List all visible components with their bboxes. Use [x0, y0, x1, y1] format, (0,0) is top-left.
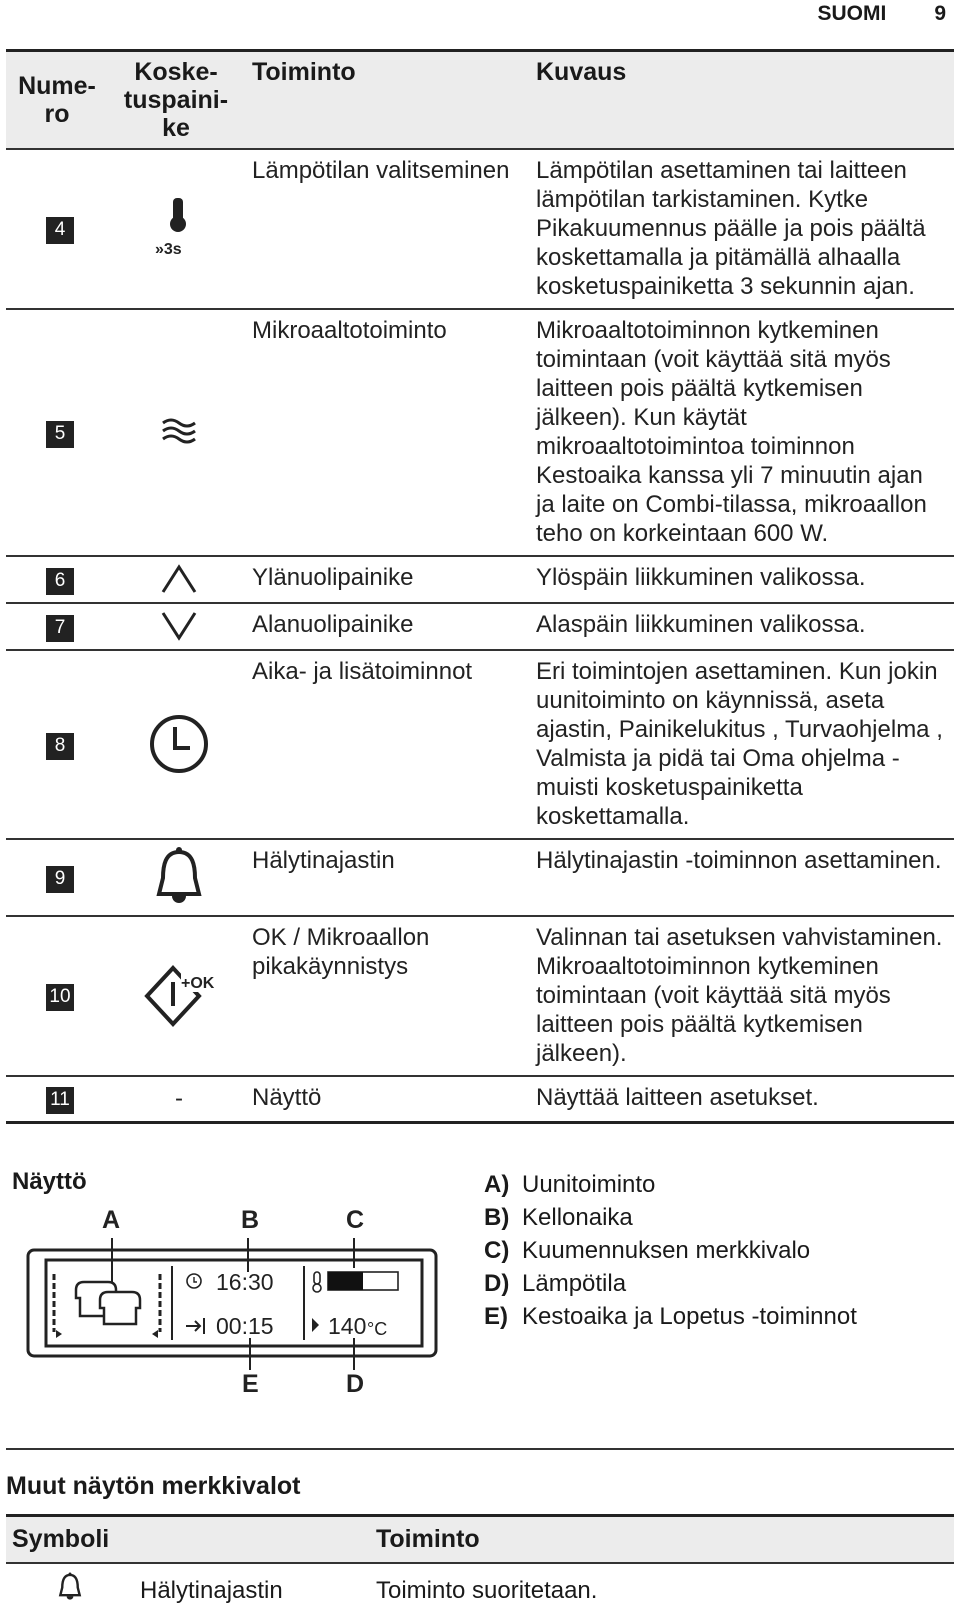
no-icon-dash: -: [175, 1085, 183, 1112]
number-badge: 6: [46, 568, 74, 595]
legend-label: Uunitoiminto: [522, 1171, 656, 1198]
duration-time-text: 00:15: [216, 1313, 274, 1339]
table-row: [6, 149, 954, 309]
legend-key: B): [484, 1204, 510, 1231]
legend-label: Lämpötila: [522, 1270, 627, 1297]
legend-item: [484, 1234, 857, 1267]
number-badge: 9: [46, 866, 74, 893]
table-row: [6, 1563, 954, 1609]
other-indicators-table: [6, 1514, 954, 1609]
legend-item: [484, 1267, 857, 1300]
table-row: [6, 650, 954, 839]
table-row: [6, 916, 954, 1076]
number-badge: 10: [46, 984, 74, 1011]
column-header-number: Nume- ro: [6, 52, 114, 149]
column-header-function: Toiminto: [244, 52, 536, 149]
display-letter-c: C: [346, 1206, 365, 1234]
microwave-waves-icon: [159, 417, 199, 447]
function-label: Aika- ja lisätoiminnot: [252, 658, 473, 685]
legend-key: C): [484, 1237, 510, 1264]
legend-item: [484, 1168, 857, 1201]
heat-indicator-fill: [328, 1272, 363, 1290]
page-number: 9: [934, 2, 946, 25]
description-text: Hälytinajastin -toiminnon asettaminen.: [536, 847, 942, 874]
description-text: Ylöspäin liikkuminen valikossa.: [536, 564, 866, 591]
display-section-title: Näyttö: [12, 1168, 87, 1195]
svg-text:»3s: »3s: [155, 240, 182, 258]
indicator-function: Toiminto suoritetaan.: [370, 1563, 954, 1609]
table-row: [6, 839, 954, 916]
number-badge: 5: [46, 421, 74, 448]
function-label: Lämpötilan valitseminen: [252, 157, 510, 184]
clock-icon: [148, 713, 210, 775]
function-label: OK / Mikroaallon pikakäynnistys: [252, 924, 430, 980]
indicator-name: Hälytinajastin: [134, 1563, 370, 1609]
table-row: [6, 603, 954, 650]
function-label: Näyttö: [252, 1084, 322, 1111]
arrow-up-icon: [159, 563, 199, 595]
display-letter-e: E: [242, 1370, 259, 1398]
legend-key: D): [484, 1270, 510, 1297]
column-header-touch-button: Koske- tuspaini- ke: [114, 52, 244, 149]
number-badge: 11: [46, 1087, 74, 1114]
column-header-function: Toiminto: [370, 1516, 954, 1564]
legend-item: [484, 1300, 857, 1333]
column-header-description: Kuvaus: [536, 52, 954, 149]
function-label: Hälytinajastin: [252, 847, 395, 874]
description-text: Eri toimintojen asettaminen. Kun jokin uunitoiminto on käynnissä, aseta ajastin, Painikelukitus , Turvaohjelma , Valmista ja pidä tai Oma ohjelma -muisti kosketuspainiketta koskettamalla.: [536, 658, 943, 830]
display-diagram: [26, 1210, 446, 1380]
legend-item: [484, 1201, 857, 1234]
description-text: Valinnan tai asetuksen vahvistaminen. Mikroaaltotoiminnon kytkeminen toimintaan (voit käyttää sitä myös laitteen pois päältä kytkemisen jälkeen).: [536, 924, 943, 1067]
function-label: Ylänuolipainike: [252, 564, 414, 591]
number-badge: 4: [46, 217, 74, 244]
description-text: Näyttää laitteen asetukset.: [536, 1084, 819, 1111]
svg-text:+OK: +OK: [181, 974, 215, 992]
function-label: Alanuolipainike: [252, 611, 414, 638]
description-text: Alaspäin liikkuminen valikossa.: [536, 611, 866, 638]
display-letter-a: A: [102, 1206, 121, 1234]
legend-key: A): [484, 1171, 510, 1198]
thermometer-3s-icon: [149, 194, 209, 264]
legend-label: Kestoaika ja Lopetus -toiminnot: [522, 1303, 857, 1330]
legend-label: Kuumennuksen merkkivalo: [522, 1237, 811, 1264]
bell-icon: [56, 1572, 84, 1602]
language-label: SUOMI: [817, 2, 887, 25]
table-header-row: [6, 1516, 954, 1564]
section-divider: [6, 1448, 954, 1450]
table-row: [6, 556, 954, 603]
description-text: Mikroaaltotoiminnon kytkeminen toimintaan (voit käyttää sitä myös laitteen pois päältä kytkemisen jälkeen). Kun käytät mikroaaltotoimintoa toiminnon Kestoaika kanssa yli 7 minuutin ajan ja laite on Combi-tilassa, mikroaallon teho on korkeintaan 600 W.: [536, 317, 927, 547]
number-badge: 8: [46, 733, 74, 760]
table-row: [6, 1076, 954, 1123]
clock-time-text: 16:30: [216, 1269, 274, 1295]
display-letter-d: D: [346, 1370, 365, 1398]
table-row: [6, 309, 954, 556]
function-label: Mikroaaltotoiminto: [252, 317, 447, 344]
page-header: [817, 0, 946, 28]
legend-key: E): [484, 1303, 508, 1330]
column-header-symbol: Symboli: [6, 1516, 370, 1564]
display-legend: [484, 1168, 857, 1333]
temperature-value: 140: [328, 1313, 367, 1339]
description-text: Lämpötilan asettaminen tai laitteen lämpötilan tarkistaminen. Kytke Pikakuumennus päälle ja pois päältä koskettamalla ja pitämällä alhaalla kosketuspainiketta 3 sekunnin ajan.: [536, 157, 926, 300]
display-letter-b: B: [241, 1206, 260, 1234]
table-header-row: [6, 52, 954, 149]
legend-label: Kellonaika: [522, 1204, 633, 1231]
bell-icon: [151, 846, 207, 908]
number-badge: 7: [46, 615, 74, 642]
other-indicators-title: Muut näytön merkkivalot: [6, 1472, 301, 1500]
touch-button-table: [6, 52, 954, 1124]
start-ok-icon: [141, 964, 217, 1028]
temperature-unit: °C: [367, 1319, 388, 1339]
arrow-down-icon: [159, 610, 199, 642]
